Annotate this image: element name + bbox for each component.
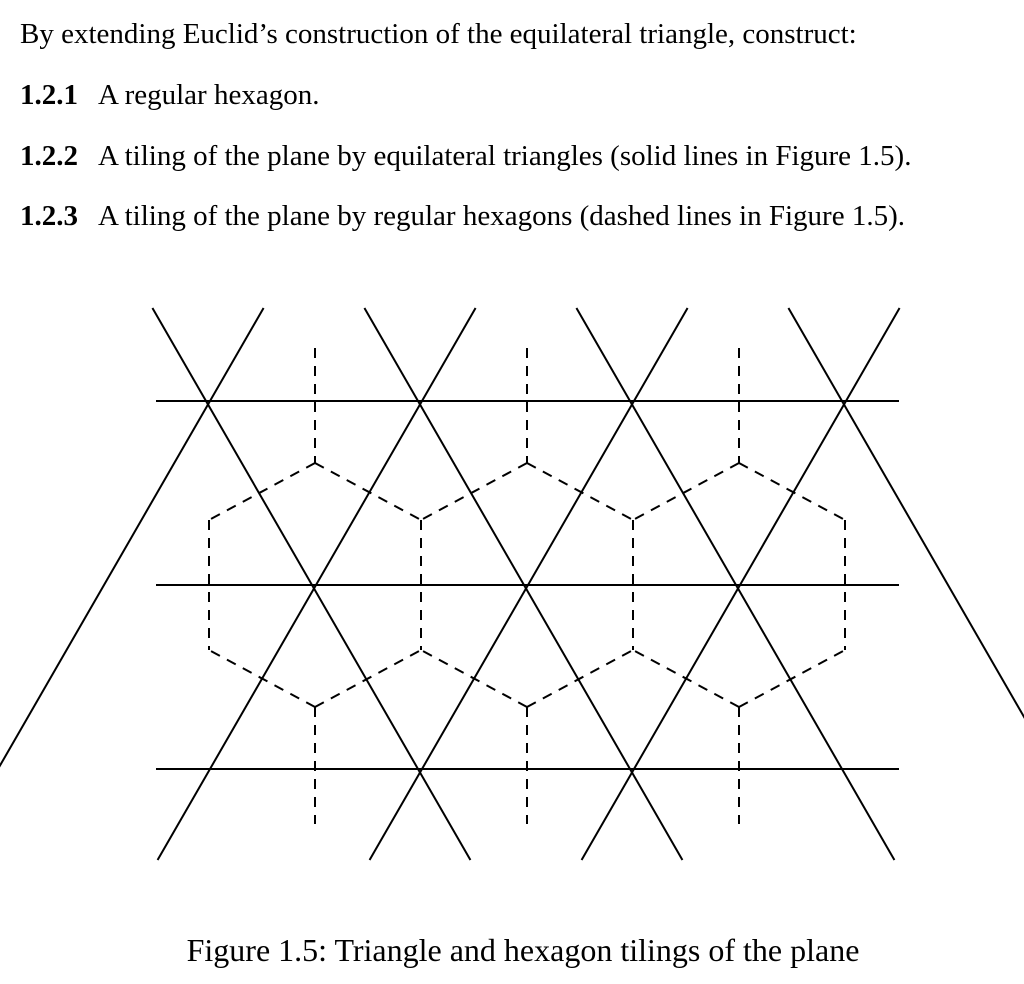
- hexagon-slanted-dashed-edge: [209, 650, 315, 707]
- exercise-text: A tiling of the plane by equilateral triangles (solid lines in Figure 1.5).: [98, 140, 912, 172]
- hexagon-slanted-dashed-edge: [315, 650, 421, 707]
- triangle-tiling-solid-lines: [0, 308, 1024, 860]
- hexagon-slanted-dashed-edge: [527, 463, 633, 520]
- intro-text: By extending Euclid’s construction of the equilateral triangle, construct:: [20, 18, 857, 50]
- hexagon-slanted-dashed-edge: [739, 463, 845, 520]
- exercise-number: 1.2.2: [20, 140, 78, 172]
- exercise-text: A tiling of the plane by regular hexagons (dashed lines in Figure 1.5).: [98, 200, 905, 232]
- exercise-number: 1.2.3: [20, 200, 78, 232]
- figure-caption: Figure 1.5: Triangle and hexagon tilings of the plane: [186, 932, 860, 968]
- hexagon-slanted-dashed-edge: [315, 463, 421, 520]
- exercise-text: A regular hexagon.: [98, 79, 320, 111]
- hexagon-slanted-dashed-edge: [633, 650, 739, 707]
- hexagon-slanted-dashed-edge: [421, 650, 527, 707]
- hexagon-slanted-dashed-edge: [633, 463, 739, 520]
- hexagon-slanted-dashed-edge: [739, 650, 845, 707]
- hexagon-slanted-dashed-edge: [421, 463, 527, 520]
- exercise-number: 1.2.1: [20, 79, 78, 111]
- hexagon-slanted-dashed-edge: [209, 463, 315, 520]
- hexagon-slanted-dashed-edge: [527, 650, 633, 707]
